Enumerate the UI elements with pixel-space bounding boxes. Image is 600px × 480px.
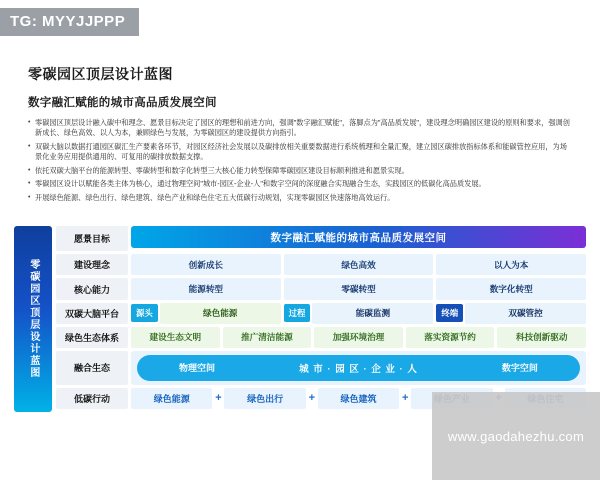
row-label-capability: 核心能力	[56, 278, 128, 299]
row-body-vision	[131, 226, 586, 251]
action-cell: 绿色建筑	[318, 388, 399, 409]
platform-segment-tag: 源头	[131, 304, 158, 322]
fusion-mid-label: 城 市 · 园 区 · 企 业 · 人	[299, 363, 418, 375]
watermark-text: www.gaodahezhu.com	[447, 428, 585, 444]
vision-banner: 数字融汇赋能的城市高品质发展空间	[131, 226, 586, 248]
fusion-right-label: 数字空间	[501, 363, 538, 374]
row-label-ecosystem: 绿色生态体系	[56, 327, 128, 347]
platform-segment-text: 绿色能源	[160, 303, 281, 324]
diagram-row-vision	[56, 226, 586, 251]
blueprint-diagram	[14, 226, 586, 412]
bullet-text: 零碳园区顶层设计融入碳中和理念、愿景目标决定了园区的理想和前进方向，强调"数字融汇赋能"，落脚点为"高品质发展"，建设理念明确园区建设的原则和要求，强调创新成长、绿色高效、以人为本，兼顾绿色与发展，为零碳园区的建设提供方向指引。	[35, 118, 570, 138]
fusion-left-label: 物理空间	[179, 363, 216, 374]
bullet-text: 开展绿色能源、绿色出行、绿色建筑、绿色产业和绿色住宅五大低碳行动规划，实现零碳园区快速落地高效运行。	[35, 192, 395, 202]
platform-segment-tag: 过程	[284, 304, 311, 322]
list-item	[28, 179, 574, 189]
bullet-text: 依托双碳大脑平台的能源转型、零碳转型和数字化转型三大核心能力转型保障零碳园区建设目标顺利推进和愿景实现。	[35, 165, 409, 175]
diagram-left-band-label: 零碳园区顶层设计蓝图	[27, 259, 39, 379]
row-body-platform	[131, 303, 586, 324]
platform-segment	[131, 303, 281, 324]
bullet-list	[28, 118, 574, 203]
diagram-left-band	[14, 226, 52, 412]
concept-cell: 绿色高效	[284, 254, 434, 275]
row-label-concept: 建设理念	[56, 254, 128, 275]
bullet-dot-icon: •	[28, 142, 31, 150]
plus-icon: +	[308, 392, 316, 405]
bullet-dot-icon: •	[28, 193, 31, 201]
list-item	[28, 166, 574, 176]
ecosystem-cell: 推广清洁能源	[223, 327, 312, 347]
plus-icon: +	[402, 392, 409, 405]
row-body-capability	[131, 278, 586, 299]
row-body-fusion	[131, 351, 586, 385]
diagram-rows	[56, 226, 586, 412]
platform-segment	[284, 303, 434, 324]
tg-tag: TG: MYYJJPPP	[0, 8, 139, 36]
concept-cell: 创新成长	[131, 254, 281, 275]
bullet-text: 双碳大脑以数据打通园区碳汇生产要素各环节，对园区经济社会发展以及碳排放相关重要数据进行系统梳理和全量汇聚，建立园区碳排放指标体系和能碳管控应用，为场景化业务应用提供通用的、可复用的碳排放数据支撑。	[35, 141, 567, 162]
page-title: 零碳园区顶层设计蓝图	[28, 66, 173, 82]
ecosystem-cell: 落实资源节约	[406, 327, 495, 347]
bullet-text: 零碳园区设计以赋能各类主体为核心，通过物理空间"城市-园区-企业-人"和数字空间的深度融合实现融合生态，实践园区的低碳化高品质发展。	[35, 179, 486, 189]
capability-cell: 数字化转型	[436, 278, 586, 299]
list-item	[28, 118, 574, 139]
fusion-oval	[137, 355, 580, 381]
diagram-row-platform	[56, 303, 586, 324]
concept-cell: 以人为本	[436, 254, 586, 275]
page-subtitle: 数字融汇赋能的城市高品质发展空间	[28, 97, 217, 109]
list-item	[28, 142, 574, 163]
diagram-row-ecosystem	[56, 327, 586, 347]
diagram-row-capability	[56, 278, 586, 299]
ecosystem-cell: 加强环境治理	[314, 327, 403, 347]
plus-icon: +	[215, 392, 222, 405]
platform-segment-tag: 终端	[436, 304, 463, 322]
row-label-actions: 低碳行动	[56, 388, 128, 409]
bullet-dot-icon: •	[28, 119, 31, 126]
bullet-dot-icon: •	[28, 180, 31, 188]
capability-cell: 能源转型	[131, 278, 281, 299]
capability-cell: 零碳转型	[284, 278, 434, 299]
row-label-vision: 愿景目标	[56, 226, 128, 251]
action-cell: 绿色出行	[224, 388, 305, 409]
watermark	[432, 392, 600, 480]
platform-segment-text: 双碳管控	[465, 303, 586, 324]
fusion-band	[131, 351, 586, 385]
platform-segment-text: 能碳监测	[312, 303, 433, 324]
platform-segment	[436, 303, 586, 324]
row-body-concept	[131, 254, 586, 275]
diagram-row-concept	[56, 254, 586, 275]
row-label-platform: 双碳大脑平台	[56, 303, 128, 324]
action-cell: 绿色能源	[131, 388, 212, 409]
ecosystem-cell: 建设生态文明	[131, 327, 220, 347]
list-item	[28, 193, 574, 203]
ecosystem-cell: 科技创新驱动	[497, 327, 586, 347]
bullet-dot-icon: •	[28, 166, 31, 174]
row-body-ecosystem	[131, 327, 586, 347]
row-label-fusion: 融合生态	[56, 351, 128, 385]
diagram-row-fusion	[56, 351, 586, 385]
